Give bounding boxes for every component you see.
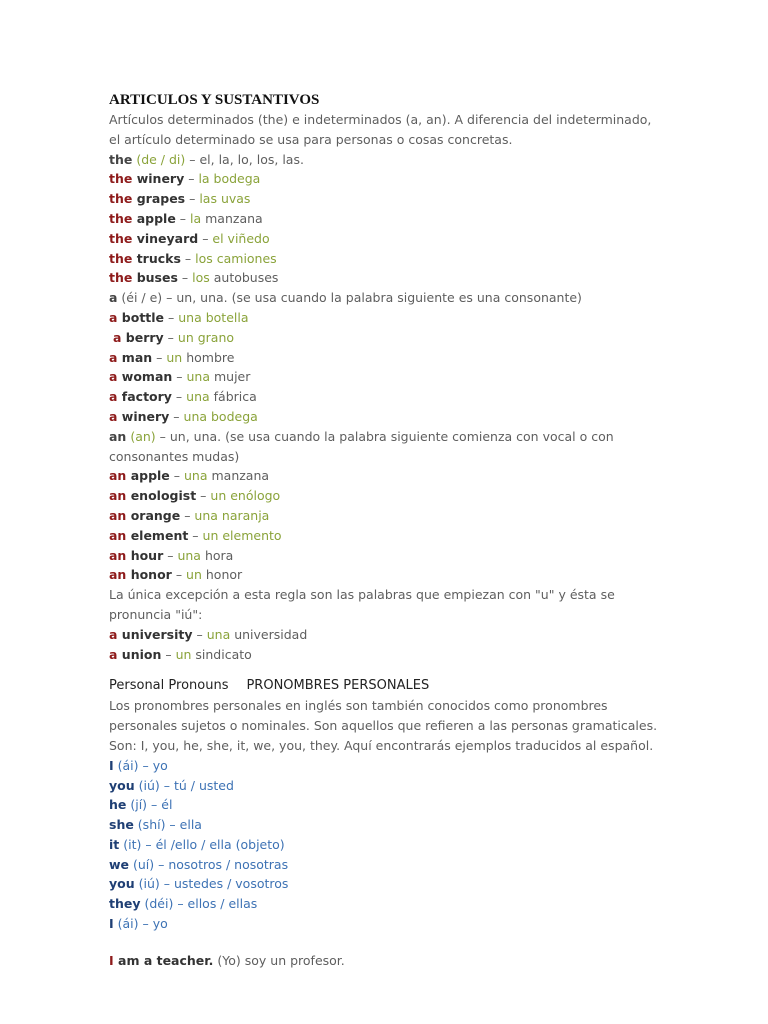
dash-separator: –: [177, 270, 193, 286]
spanish-noun: autobuses: [209, 270, 279, 286]
spanish-noun: sindicato: [191, 646, 252, 662]
english-noun: union: [117, 646, 162, 662]
english-noun: woman: [117, 369, 173, 385]
section-title-pronouns: [109, 675, 664, 696]
article-word: a: [109, 290, 118, 306]
dash-separator: –: [161, 646, 176, 662]
english-noun: factory: [117, 389, 172, 405]
pronoun-row: [109, 756, 664, 776]
spanish-noun: honor: [201, 567, 243, 583]
pronoun-word: you: [109, 876, 135, 892]
english-noun: man: [117, 349, 153, 365]
english-article: the: [109, 230, 133, 246]
a-definition: [109, 288, 664, 308]
pronoun-row: [109, 835, 664, 855]
example-row: [109, 407, 664, 427]
dash-separator: –: [171, 567, 187, 583]
spanish-noun: manzana: [201, 210, 263, 226]
example-row: [109, 367, 664, 387]
dash-separator: –: [184, 171, 199, 187]
exception-note: La única excepción a esta regla son las palabras que empiezan con "u" y ésta se pronuncia "iú":: [109, 587, 615, 622]
pronoun-translation: (déi) – ellos / ellas: [140, 896, 258, 912]
example-row: [109, 308, 664, 328]
spanish-noun: mujer: [210, 369, 251, 385]
spanish-article: un grano: [177, 329, 235, 345]
definition-text: – un, una. (se usa cuando la palabra siguiente comienza con vocal o con consonantes mudas): [109, 428, 614, 464]
spanish-article: los camiones: [195, 250, 277, 266]
english-noun: hour: [126, 547, 164, 563]
pronoun-word: it: [109, 836, 120, 852]
english-noun: bottle: [117, 309, 165, 325]
spanish-noun: manzana: [207, 468, 270, 484]
spanish-article: un: [186, 567, 202, 583]
pronoun-translation: (ái) – yo: [113, 916, 168, 932]
spanish-article: una botella: [178, 309, 249, 325]
spanish-article: una: [177, 547, 201, 563]
english-article: a: [112, 329, 122, 345]
dash-separator: –: [175, 210, 191, 226]
example-row: [109, 466, 664, 486]
example-row: [109, 189, 664, 209]
english-article: the: [109, 270, 133, 286]
pronoun-word: they: [109, 896, 141, 912]
pronunciation: (an): [126, 428, 156, 444]
pronoun-translation: (ái) – yo: [113, 757, 168, 773]
dash-separator: –: [172, 369, 187, 385]
spanish-article: una: [186, 369, 211, 385]
english-noun: element: [126, 527, 189, 543]
pronouns-intro: Los pronombres personales en inglés son también conocidos como pronombres personales sujetos o nominales. Son aquellos que refieren a las personas gramaticales. Son: I, you, he, she, it, we, you, they. Aquí encontrarás ejemplos traducidos al español.: [109, 698, 658, 753]
pronoun-translation: (shí) – ella: [133, 817, 202, 833]
dash-separator: –: [164, 309, 179, 325]
english-article: a: [109, 369, 118, 385]
example-row: [109, 546, 664, 566]
an-definition: [109, 427, 664, 467]
example-row: [109, 249, 664, 269]
spanish-article: una: [186, 389, 210, 405]
dash-separator: –: [188, 527, 203, 543]
articles-intro: Artículos determinados (the) e indeterminados (a, an). A diferencia del indeterminado, el artículo determinado se usa para personas o cosas concretas.: [109, 112, 652, 147]
example-row: [109, 387, 664, 407]
english-noun: trucks: [132, 250, 181, 266]
english-article: an: [109, 468, 127, 484]
pronoun-word: I: [109, 757, 114, 773]
spanish-article: los: [192, 270, 210, 286]
pronoun-row: [109, 855, 664, 875]
english-noun: buses: [132, 270, 178, 286]
spanish-article: una naranja: [194, 507, 270, 523]
pronoun-word: we: [109, 856, 130, 872]
dash-separator: –: [185, 191, 200, 207]
spanish-article: un: [166, 349, 183, 365]
english-noun: grapes: [132, 191, 186, 207]
example-sentence: [109, 951, 664, 971]
spanish-noun: universidad: [230, 626, 308, 642]
english-noun: university: [117, 626, 193, 642]
example-row: [109, 506, 664, 526]
article-word: an: [109, 428, 127, 444]
spanish-article: una: [206, 626, 231, 642]
section-title-es: PRONOMBRES PERSONALES: [246, 678, 430, 694]
english-article: a: [109, 408, 118, 424]
english-article: a: [109, 646, 118, 662]
pronoun-word: she: [109, 817, 134, 833]
spanish-noun: fábrica: [209, 389, 257, 405]
the-definition: [109, 150, 664, 170]
english-article: an: [109, 507, 127, 523]
english-article: an: [109, 547, 127, 563]
english-noun: orange: [126, 507, 181, 523]
dash-separator: –: [163, 547, 178, 563]
english-noun: winery: [117, 408, 170, 424]
english-noun: enologist: [126, 488, 197, 504]
section-title-articles: ARTICULOS Y SUSTANTIVOS: [109, 92, 320, 108]
spanish-article: una: [184, 468, 208, 484]
english-article: the: [109, 210, 133, 226]
definition-text: (éi / e) – un, una. (se usa cuando la palabra siguiente es una consonante): [117, 290, 582, 306]
english-noun: vineyard: [132, 230, 199, 246]
example-row: [109, 565, 664, 585]
english-article: a: [109, 309, 118, 325]
pronoun-row: [109, 776, 664, 796]
dash-separator: –: [163, 329, 178, 345]
pronoun-row: [109, 914, 664, 934]
pronoun-row: [109, 815, 664, 835]
english-noun: winery: [132, 171, 185, 187]
spanish-article: un enólogo: [210, 488, 281, 504]
english-article: a: [109, 349, 118, 365]
dash-separator: –: [180, 507, 195, 523]
the-examples-list: [109, 169, 664, 288]
spanish-article: una bodega: [183, 408, 258, 424]
example-row: [109, 348, 664, 368]
pronoun-translation: (jí) – él: [126, 797, 173, 813]
english-noun: apple: [126, 468, 170, 484]
example-english: am a teacher.: [113, 952, 214, 968]
english-article: the: [109, 191, 133, 207]
english-article: an: [109, 488, 127, 504]
english-article: a: [109, 626, 118, 642]
dash-separator: –: [180, 250, 196, 266]
english-article: an: [109, 527, 127, 543]
section-title-en: Personal Pronouns: [109, 678, 229, 694]
pronunciation: (de / di): [132, 151, 186, 167]
pronouns-list: [109, 756, 664, 934]
dash-separator: –: [171, 389, 187, 405]
pronoun-word: I: [109, 916, 114, 932]
dash-separator: –: [196, 488, 211, 504]
english-article: the: [109, 250, 133, 266]
pronoun-word: he: [109, 797, 127, 813]
dash-separator: –: [198, 230, 213, 246]
u-examples-list: [109, 625, 664, 665]
english-noun: apple: [132, 210, 176, 226]
dash-separator: –: [169, 468, 184, 484]
example-row: [109, 209, 664, 229]
pronoun-row: [109, 894, 664, 914]
spanish-article: un elemento: [202, 527, 282, 543]
pronoun-row: [109, 874, 664, 894]
english-article: a: [109, 389, 118, 405]
english-article: the: [109, 171, 133, 187]
example-row: [109, 625, 664, 645]
english-noun: honor: [126, 567, 172, 583]
dash-separator: –: [192, 626, 207, 642]
pronoun-translation: (uí) – nosotros / nosotras: [129, 856, 289, 872]
spanish-article: el viñedo: [212, 230, 270, 246]
pronoun-translation: (iú) – tú / usted: [134, 777, 234, 793]
a-examples-list: [109, 308, 664, 427]
spanish-noun: hombre: [182, 349, 235, 365]
pronoun-word: you: [109, 777, 135, 793]
example-pronoun: I: [109, 952, 114, 968]
example-row: [109, 229, 664, 249]
spanish-article: las uvas: [199, 191, 251, 207]
spanish-article: un: [175, 646, 192, 662]
example-spanish: (Yo) soy un profesor.: [213, 952, 345, 968]
spanish-article: la: [190, 210, 202, 226]
spanish-noun: hora: [200, 547, 234, 563]
pronoun-translation: (iú) – ustedes / vosotros: [134, 876, 289, 892]
spanish-article: la bodega: [198, 171, 261, 187]
example-row: [109, 328, 664, 348]
example-row: [109, 486, 664, 506]
english-noun: berry: [121, 329, 164, 345]
dash-separator: –: [169, 408, 184, 424]
pronoun-translation: (it) – él /ello / ella (objeto): [119, 836, 285, 852]
english-article: an: [109, 567, 127, 583]
dash-separator: –: [152, 349, 167, 365]
pronoun-row: [109, 795, 664, 815]
example-row: [109, 268, 664, 288]
example-row: [109, 645, 664, 665]
an-examples-list: [109, 466, 664, 585]
document-body: [109, 90, 664, 971]
definition-text: – el, la, lo, los, las.: [185, 151, 304, 167]
example-row: [109, 169, 664, 189]
example-row: [109, 526, 664, 546]
article-word: the: [109, 151, 133, 167]
